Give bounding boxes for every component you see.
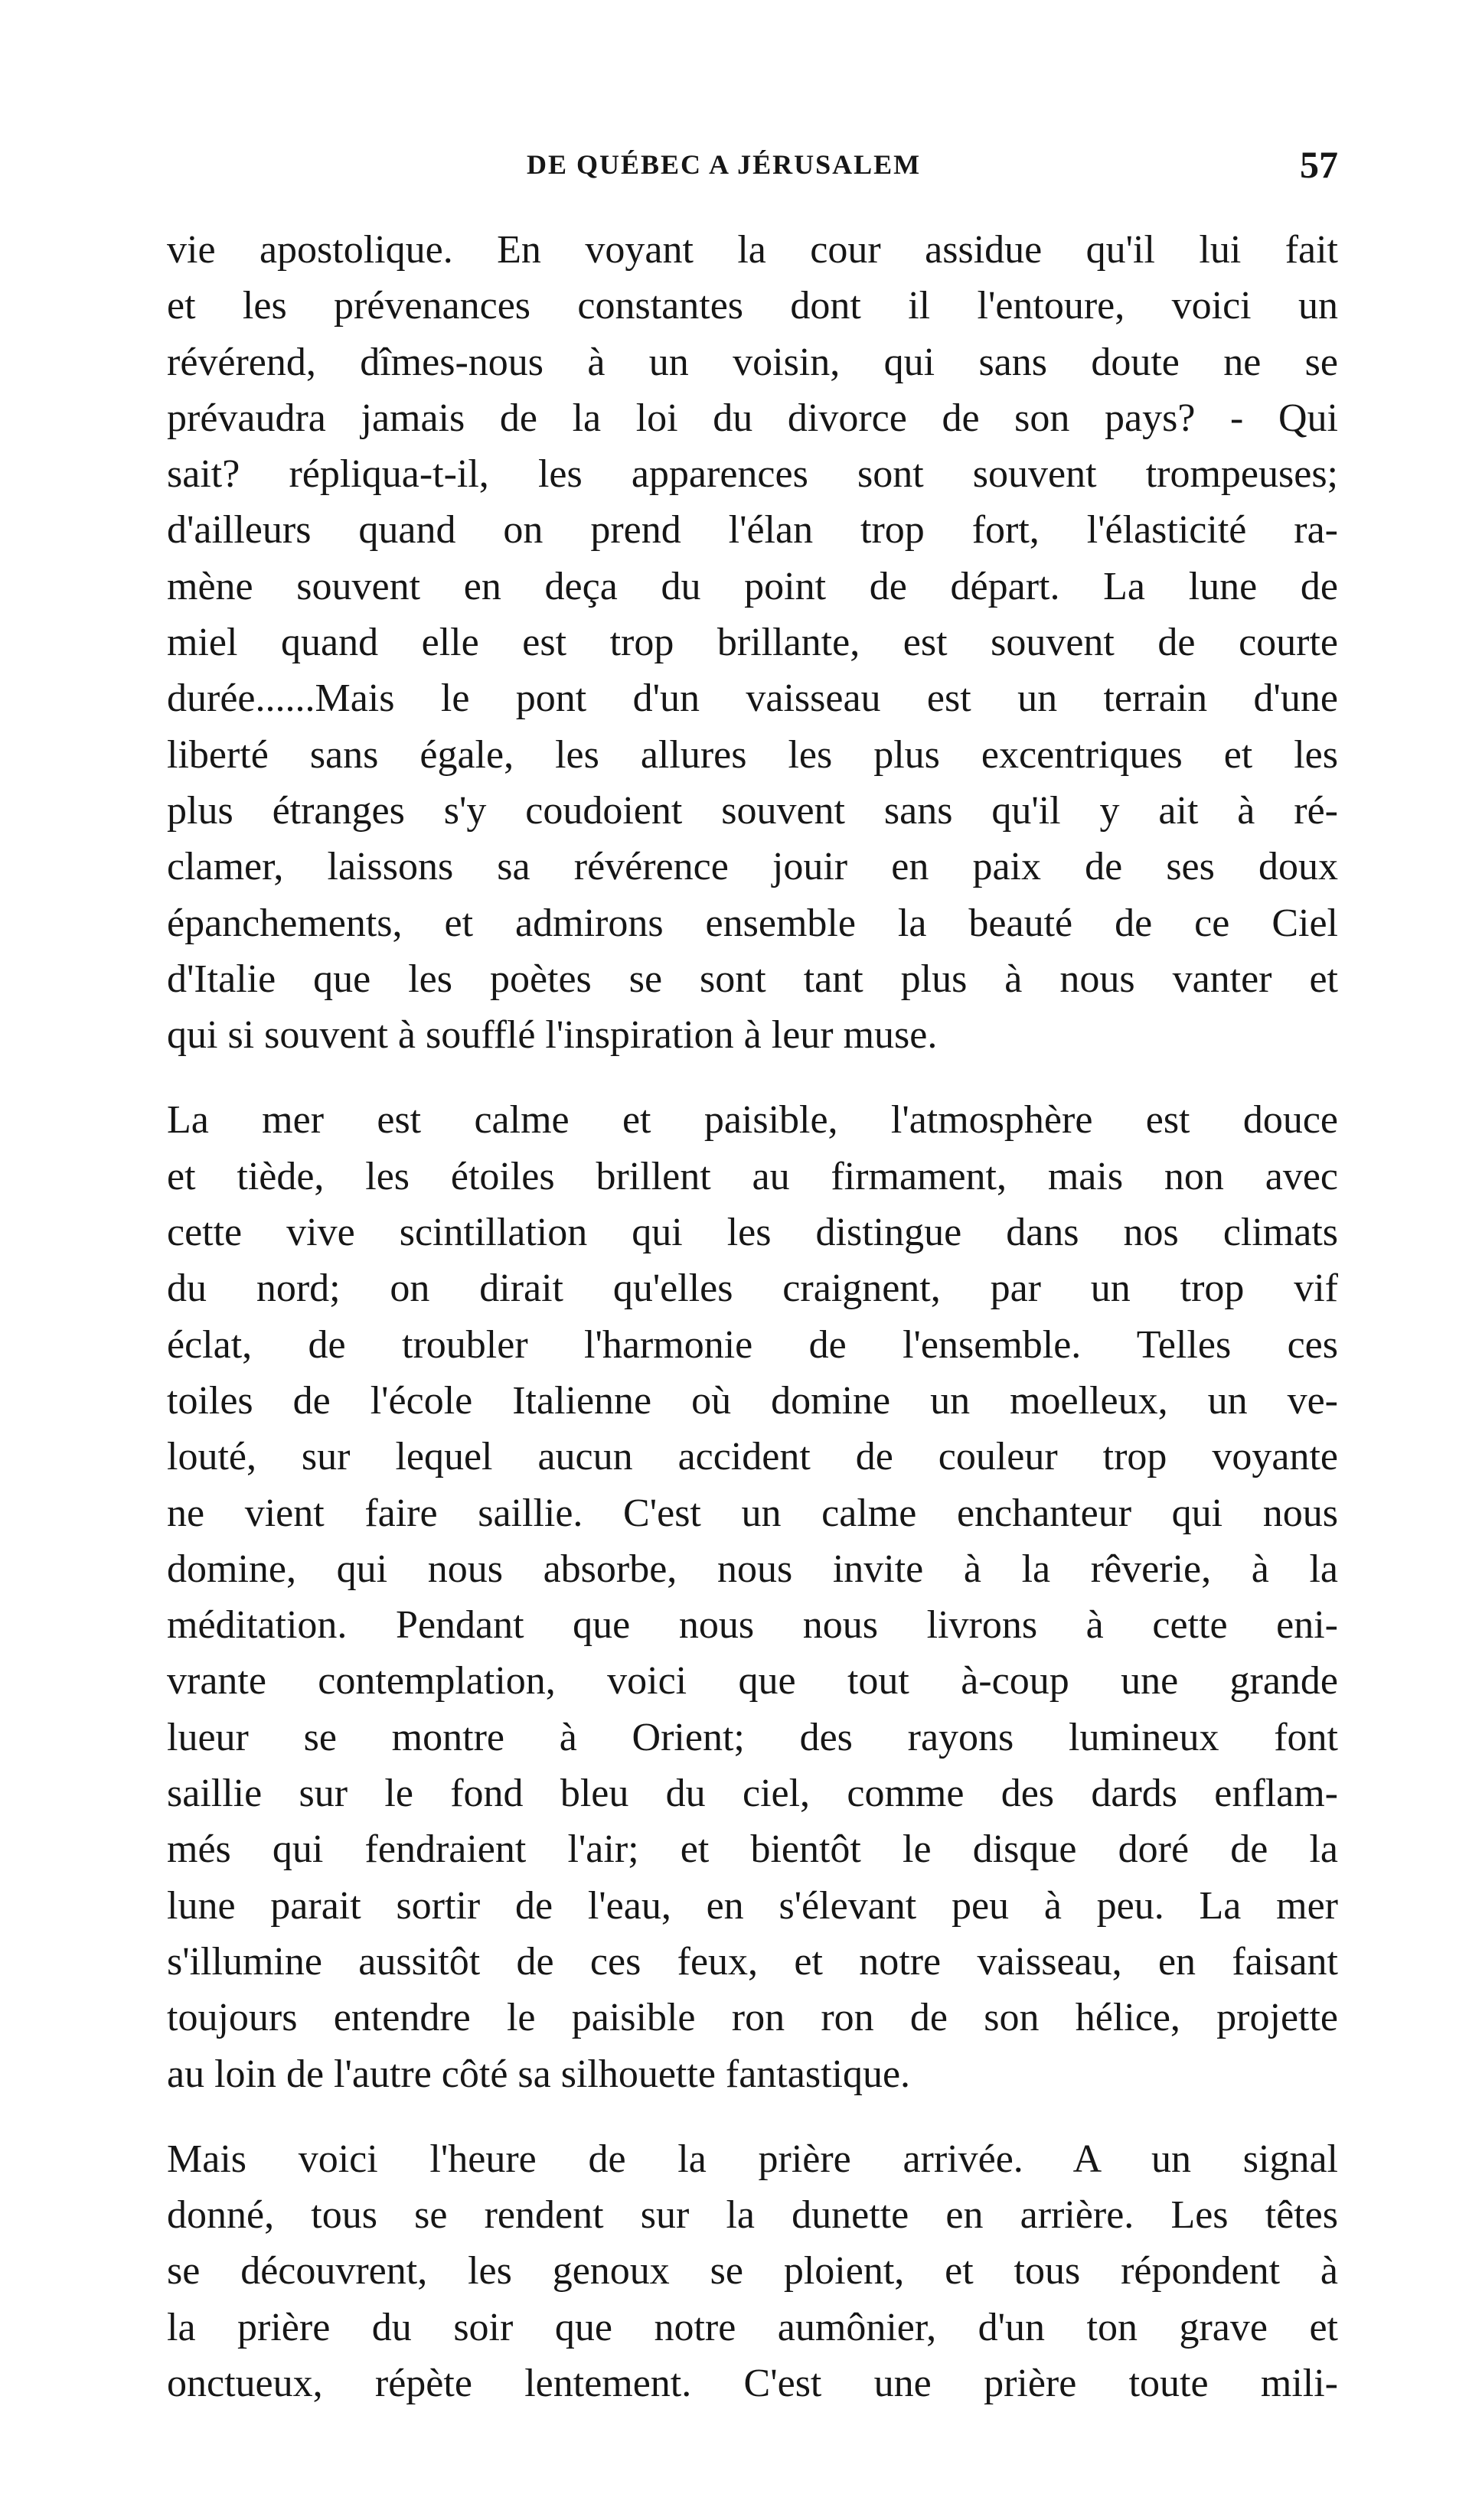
text-line: saillie sur le fond bleu du ciel, comme des dards enflam- bbox=[167, 1772, 1338, 1816]
text-line: se découvrent, les genoux se ploient, et tous répondent à bbox=[167, 2249, 1338, 2293]
text-line: vrante contemplation, voici que tout à-coup une grande bbox=[167, 1659, 1338, 1703]
text-line: épanchements, et admirons ensemble la beauté de ce Ciel bbox=[167, 901, 1338, 945]
text-line: més qui fendraient l'air; et bientôt le disque doré de la bbox=[167, 1827, 1338, 1872]
paragraph bbox=[167, 222, 1338, 1063]
text-line: Mais voici l'heure de la prière arrivée. A un signal bbox=[167, 2137, 1338, 2181]
text-line: ne vient faire saillie. C'est un calme enchanteur qui nous bbox=[167, 1491, 1338, 1535]
body-text bbox=[167, 222, 1338, 2411]
paragraph bbox=[167, 2131, 1338, 2411]
text-line: et tiède, les étoiles brillent au firmament, mais non avec bbox=[167, 1154, 1338, 1198]
text-line: révérend, dîmes-nous à un voisin, qui sans doute ne se bbox=[167, 340, 1338, 384]
text-line: du nord; on dirait qu'elles craignent, par un trop vif bbox=[167, 1267, 1338, 1311]
text-line: lune parait sortir de l'eau, en s'élevant peu à peu. La mer bbox=[167, 1883, 1338, 1928]
text-line: miel quand elle est trop brillante, est souvent de courte bbox=[167, 621, 1338, 665]
text-line: vie apostolique. En voyant la cour assidue qu'il lui fait bbox=[167, 228, 1338, 272]
running-title: DE QUÉBEC A JÉRUSALEM bbox=[527, 149, 922, 180]
text-line: toujours entendre le paisible ron ron de son hélice, projette bbox=[167, 1996, 1338, 2040]
text-line: liberté sans égale, les allures les plus excentriques et les bbox=[167, 732, 1338, 777]
page-number: 57 bbox=[1300, 143, 1338, 186]
text-line: sait? répliqua-t-il, les apparences sont souvent trompeuses; bbox=[167, 452, 1338, 497]
paragraph-spacer bbox=[167, 1063, 1338, 1092]
text-line: clamer, laissons sa révérence jouir en paix de ses doux bbox=[167, 845, 1338, 889]
text-line: lueur se montre à Orient; des rayons lumineux font bbox=[167, 1715, 1338, 1759]
text-line: méditation. Pendant que nous nous livrons à cette eni- bbox=[167, 1603, 1338, 1648]
text-line: et les prévenances constantes dont il l'entoure, voici un bbox=[167, 284, 1338, 328]
text-line: domine, qui nous absorbe, nous invite à la rêverie, à la bbox=[167, 1547, 1338, 1591]
text-line: donné, tous se rendent sur la dunette en arrière. Les têtes bbox=[167, 2193, 1338, 2238]
paragraph bbox=[167, 1092, 1338, 2101]
text-line: mène souvent en deça du point de départ. La lune de bbox=[167, 564, 1338, 608]
text-line: prévaudra jamais de la loi du divorce de son pays? - Qui bbox=[167, 396, 1338, 440]
text-line: qui si souvent à soufflé l'inspiration à leur muse. bbox=[167, 1013, 938, 1058]
text-line: plus étranges s'y coudoient souvent sans qu'il y ait à ré- bbox=[167, 788, 1338, 833]
text-line: cette vive scintillation qui les distingue dans nos climats bbox=[167, 1211, 1338, 1255]
text-line: s'illumine aussitôt de ces feux, et notre vaisseau, en faisant bbox=[167, 1939, 1338, 1984]
text-line: La mer est calme et paisible, l'atmosphère est douce bbox=[167, 1098, 1338, 1143]
text-line: onctueux, répète lentement. C'est une prière toute mili- bbox=[167, 2361, 1338, 2405]
page-header bbox=[167, 142, 1338, 196]
paragraph-spacer bbox=[167, 2102, 1338, 2131]
text-line: la prière du soir que notre aumônier, d'un ton grave et bbox=[167, 2305, 1338, 2349]
text-line: d'Italie que les poètes se sont tant plus à nous vanter et bbox=[167, 957, 1338, 1001]
text-line: durée......Mais le pont d'un vaisseau est un terrain d'une bbox=[167, 676, 1338, 721]
text-line: louté, sur lequel aucun accident de couleur trop voyante bbox=[167, 1435, 1338, 1479]
text-line: éclat, de troubler l'harmonie de l'ensemble. Telles ces bbox=[167, 1322, 1338, 1367]
text-line: d'ailleurs quand on prend l'élan trop fort, l'élasticité ra- bbox=[167, 508, 1338, 553]
text-line: au loin de l'autre côté sa silhouette fantastique. bbox=[167, 2052, 911, 2096]
text-line: toiles de l'école Italienne où domine un moelleux, un ve- bbox=[167, 1378, 1338, 1423]
